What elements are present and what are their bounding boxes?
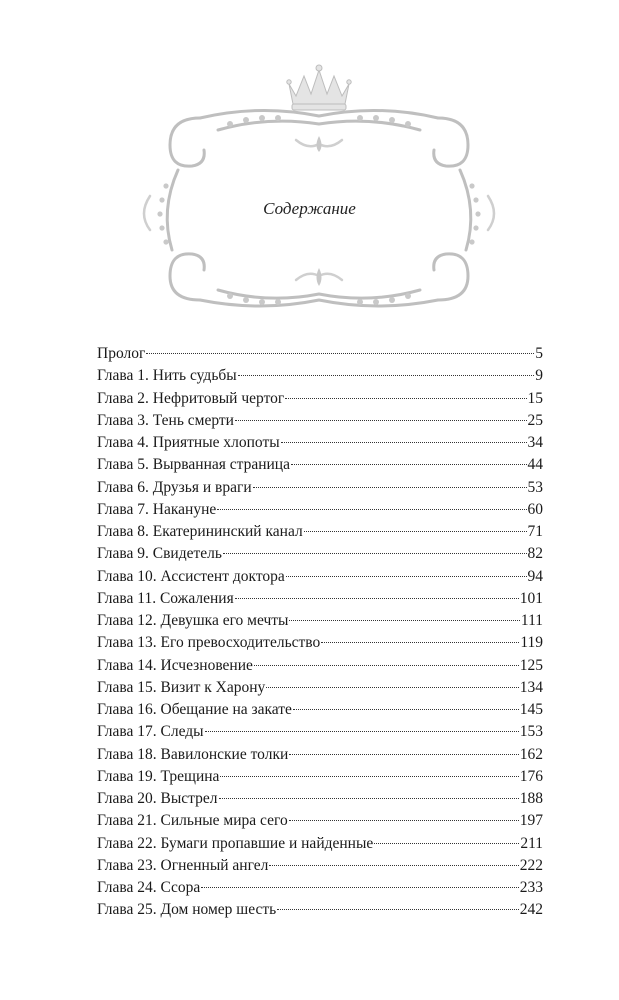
toc-entry-label: Глава 13. Его превосходительство bbox=[97, 634, 321, 652]
dot-leader bbox=[304, 530, 527, 532]
toc-entry-label: Глава 1. Нить судьбы bbox=[97, 367, 237, 385]
toc-entry-page: 153 bbox=[519, 723, 543, 741]
dot-leader bbox=[289, 819, 519, 821]
toc-entry-label: Глава 9. Свидетель bbox=[97, 545, 222, 563]
toc-entry bbox=[97, 432, 543, 454]
toc-entry bbox=[97, 855, 543, 877]
toc-entry bbox=[97, 744, 543, 766]
toc-entry-label: Глава 15. Визит к Харону bbox=[97, 678, 266, 696]
toc-entry bbox=[97, 454, 543, 476]
dot-leader bbox=[254, 664, 519, 666]
toc-entry-label: Глава 8. Екатерининский канал bbox=[97, 523, 303, 540]
toc-entry-page: 5 bbox=[535, 345, 543, 362]
crown-icon bbox=[287, 65, 351, 110]
dot-leader bbox=[289, 753, 518, 755]
toc-entry bbox=[97, 499, 543, 521]
toc-entry-page: 101 bbox=[519, 589, 543, 607]
toc-entry-page: 60 bbox=[527, 500, 543, 518]
table-of-contents bbox=[97, 343, 543, 922]
toc-entry-page: 15 bbox=[527, 389, 543, 407]
toc-entry-label: Глава 16. Обещание на закате bbox=[97, 701, 292, 718]
toc-entry-label: Глава 21. Сильные мира сего bbox=[97, 812, 288, 830]
toc-entry-label: Глава 22. Бумаги пропавшие и найденные bbox=[97, 834, 374, 852]
toc-entry-page: 125 bbox=[519, 656, 543, 674]
dot-leader bbox=[235, 419, 527, 421]
toc-entry bbox=[97, 810, 543, 832]
dot-leader bbox=[266, 686, 518, 688]
toc-entry-label: Глава 10. Ассистент доктора bbox=[97, 567, 285, 585]
toc-entry bbox=[97, 388, 543, 410]
dot-leader bbox=[217, 508, 526, 510]
toc-entry bbox=[97, 788, 543, 810]
toc-entry-label: Глава 19. Трещина bbox=[97, 767, 220, 785]
toc-entry-page: 34 bbox=[527, 434, 543, 451]
dot-leader bbox=[289, 619, 519, 621]
toc-entry-label: Глава 14. Исчезновение bbox=[97, 656, 253, 674]
toc-entry-label: Глава 11. Сожаления bbox=[97, 589, 234, 607]
toc-entry-page: 44 bbox=[527, 456, 543, 474]
toc-entry bbox=[97, 632, 543, 654]
toc-entry bbox=[97, 677, 543, 699]
toc-entry bbox=[97, 566, 543, 588]
toc-entry bbox=[97, 699, 543, 721]
toc-entry-page: 53 bbox=[527, 478, 543, 496]
toc-entry-page: 94 bbox=[527, 567, 543, 585]
dot-leader bbox=[146, 352, 534, 354]
toc-entry bbox=[97, 477, 543, 499]
toc-entry-label: Глава 17. Следы bbox=[97, 723, 204, 741]
toc-entry-page: 176 bbox=[519, 767, 543, 785]
toc-entry-label: Глава 18. Вавилонские толки bbox=[97, 745, 289, 763]
toc-entry bbox=[97, 766, 543, 788]
dot-leader bbox=[291, 463, 527, 465]
toc-entry bbox=[97, 877, 543, 899]
dot-leader bbox=[201, 886, 518, 888]
toc-entry-label: Глава 24. Ссора bbox=[97, 879, 201, 896]
dot-leader bbox=[205, 730, 519, 732]
toc-entry bbox=[97, 521, 543, 543]
toc-entry-label: Глава 5. Вырванная страница bbox=[97, 456, 290, 474]
toc-entry bbox=[97, 365, 543, 387]
toc-entry-label: Глава 3. Тень смерти bbox=[97, 411, 234, 429]
dot-leader bbox=[281, 441, 527, 443]
toc-entry bbox=[97, 543, 543, 565]
toc-entry-page: 242 bbox=[519, 901, 543, 919]
dot-leader bbox=[219, 797, 519, 799]
toc-entry bbox=[97, 655, 543, 677]
toc-entry-page: 9 bbox=[535, 367, 543, 385]
toc-entry bbox=[97, 588, 543, 610]
toc-entry-label: Глава 6. Друзья и враги bbox=[97, 478, 252, 496]
toc-entry-label: Глава 25. Дом номер шесть bbox=[97, 901, 277, 919]
page-title: Содержание bbox=[263, 199, 356, 218]
dot-leader bbox=[286, 575, 527, 577]
toc-entry bbox=[97, 343, 543, 365]
toc-entry bbox=[97, 410, 543, 432]
dot-leader bbox=[253, 486, 527, 488]
toc-entry bbox=[97, 610, 543, 632]
toc-entry-page: 134 bbox=[519, 678, 543, 696]
toc-entry-label: Глава 20. Выстрел bbox=[97, 790, 218, 807]
toc-entry-page: 222 bbox=[519, 856, 543, 874]
toc-entry bbox=[97, 721, 543, 743]
dot-leader bbox=[223, 552, 527, 554]
toc-entry-label: Глава 7. Накануне bbox=[97, 500, 217, 518]
decorative-frame-ornament bbox=[0, 0, 619, 330]
toc-entry-label: Глава 2. Нефритовый чертог bbox=[97, 389, 285, 407]
toc-entry-page: 111 bbox=[520, 612, 543, 629]
toc-entry-label: Глава 4. Приятные хлопоты bbox=[97, 434, 280, 451]
toc-entry-page: 233 bbox=[519, 879, 543, 896]
dot-leader bbox=[321, 641, 519, 643]
toc-entry bbox=[97, 833, 543, 855]
dot-leader bbox=[374, 842, 519, 844]
dot-leader bbox=[285, 397, 526, 399]
toc-entry-label: Глава 12. Девушка его мечты bbox=[97, 612, 289, 629]
toc-entry-page: 145 bbox=[519, 701, 543, 718]
dot-leader bbox=[293, 708, 519, 710]
toc-entry-page: 197 bbox=[519, 812, 543, 830]
toc-entry-page: 25 bbox=[527, 411, 543, 429]
toc-entry-page: 71 bbox=[527, 523, 543, 540]
toc-entry-page: 82 bbox=[527, 545, 543, 563]
toc-entry-page: 188 bbox=[519, 790, 543, 807]
toc-entry-label: Глава 23. Огненный ангел bbox=[97, 856, 269, 874]
toc-entry bbox=[97, 899, 543, 921]
toc-entry-label: Пролог bbox=[97, 345, 146, 362]
dot-leader bbox=[235, 597, 519, 599]
dot-leader bbox=[220, 775, 518, 777]
toc-entry-page: 162 bbox=[519, 745, 543, 763]
dot-leader bbox=[238, 374, 535, 376]
toc-entry-page: 119 bbox=[520, 634, 543, 652]
dot-leader bbox=[277, 908, 519, 910]
dot-leader bbox=[269, 864, 518, 866]
toc-entry-page: 211 bbox=[520, 834, 543, 852]
